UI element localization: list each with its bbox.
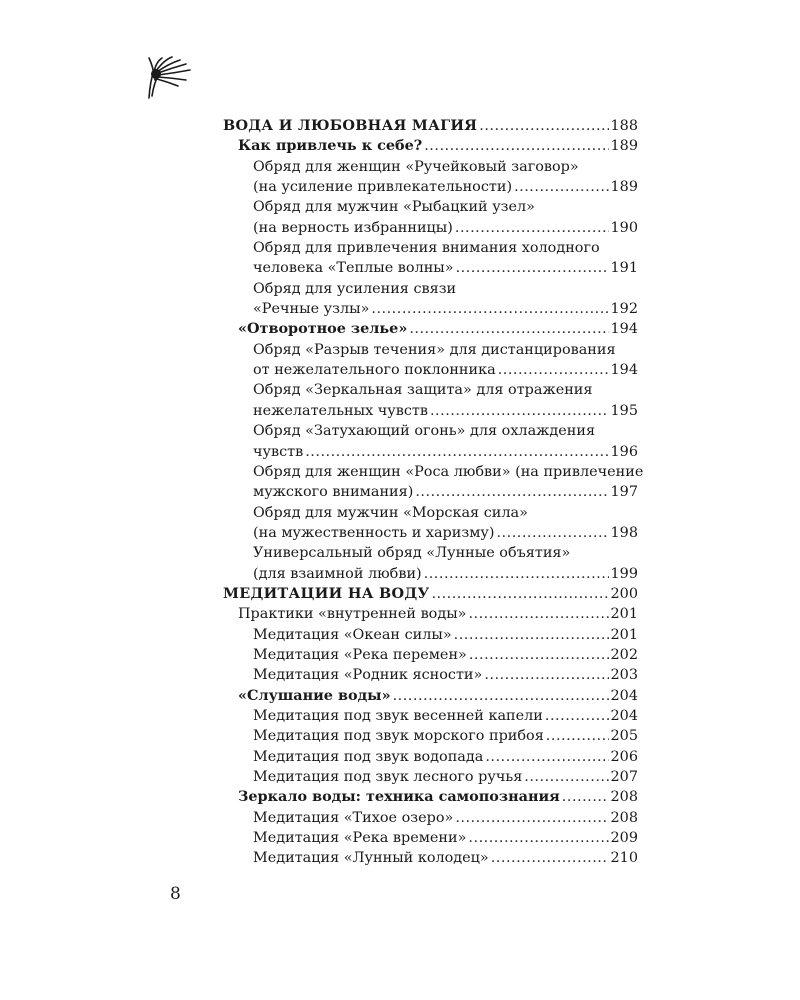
dot-leader <box>496 523 608 543</box>
toc-entry-page: 206 <box>610 748 638 765</box>
toc-entry-title: мужского внимания) <box>253 484 414 501</box>
toc-entry <box>223 604 638 624</box>
dot-leader <box>305 442 608 462</box>
toc-entry-title: Обряд для привлечения внимания холодного <box>253 240 600 257</box>
toc-entry-line <box>223 421 638 441</box>
toc-entry-page: 204 <box>610 687 638 704</box>
toc-entry-page: 210 <box>610 850 638 867</box>
table-of-contents <box>223 116 644 869</box>
dot-leader <box>415 482 608 502</box>
toc-entry-line <box>223 279 638 299</box>
toc-entry-title: Зеркало воды: техника самопознания <box>238 788 560 806</box>
toc-entry-title: Обряд для мужчин «Морская сила» <box>253 504 528 521</box>
toc-entry <box>223 787 638 807</box>
toc-entry-title: Медитация «Океан силы» <box>253 626 452 643</box>
toc-entry-title: ВОДА И ЛЮБОВНАЯ МАГИЯ <box>223 117 478 134</box>
dot-leader <box>393 686 609 706</box>
dot-leader <box>479 116 608 136</box>
toc-entry-title: Обряд «Зеркальная защита» для отражения <box>253 382 593 399</box>
toc-entry-title: «Отворотное зелье» <box>238 320 408 338</box>
dot-leader <box>371 299 608 319</box>
dot-leader <box>468 604 608 624</box>
toc-entry <box>223 767 638 787</box>
toc-entry <box>223 360 638 380</box>
toc-entry-title: (на мужественность и харизму) <box>253 524 495 541</box>
dot-leader <box>484 665 608 685</box>
toc-entry-title: Медитация «Река времени» <box>253 830 467 847</box>
dot-leader <box>498 360 609 380</box>
toc-entry-page: 209 <box>610 830 638 847</box>
toc-entry-page: 195 <box>610 402 638 419</box>
toc-entry-page: 203 <box>610 667 638 684</box>
toc-entry-line <box>223 238 638 258</box>
dot-leader <box>546 726 609 746</box>
toc-entry-page: 194 <box>610 321 638 338</box>
dot-leader <box>514 177 608 197</box>
toc-entry-page: 198 <box>610 524 638 541</box>
dot-leader <box>454 625 609 645</box>
toc-entry-page: 201 <box>610 626 638 643</box>
toc-entry-title: «Речные узлы» <box>253 301 370 318</box>
toc-entry-title: от нежелательного поклонника <box>253 362 496 379</box>
dot-leader <box>468 828 608 848</box>
toc-entry <box>223 116 638 136</box>
toc-entry-title: Медитация «Лунный колодец» <box>253 850 489 867</box>
toc-entry <box>223 299 638 319</box>
toc-entry-line <box>223 157 638 177</box>
dot-leader <box>455 218 609 238</box>
toc-entry <box>223 442 638 462</box>
toc-entry-title: Медитация «Родник ясности» <box>253 667 483 684</box>
toc-entry-title: МЕДИТАЦИИ НА ВОДУ <box>223 584 430 602</box>
toc-entry <box>223 625 638 645</box>
toc-entry <box>223 523 638 543</box>
toc-entry-title: нежелательных чувств <box>253 402 428 419</box>
toc-entry-title: чувств <box>253 443 304 460</box>
water-splash-icon <box>140 52 196 102</box>
toc-entry-page: 207 <box>610 769 638 785</box>
toc-entry <box>223 258 638 278</box>
dot-leader <box>456 258 609 278</box>
toc-entry <box>223 482 638 502</box>
dot-leader <box>424 564 609 584</box>
toc-entry <box>223 218 638 238</box>
toc-entry <box>223 747 638 767</box>
toc-entry-page: 189 <box>610 138 638 155</box>
dot-leader <box>491 848 609 868</box>
toc-entry-page: 188 <box>610 118 638 134</box>
toc-entry-title: (на верность избранницы) <box>253 219 453 236</box>
toc-entry-page: 204 <box>610 707 638 724</box>
toc-entry-line <box>223 543 638 563</box>
toc-entry-page: 201 <box>610 606 638 623</box>
toc-entry-title: Практики «внутренней воды» <box>238 606 467 623</box>
toc-entry-page: 208 <box>610 789 638 806</box>
toc-entry-title: человека «Теплые волны» <box>253 260 454 277</box>
toc-entry <box>223 726 638 746</box>
toc-entry-title: Обряд для мужчин «Рыбацкий узел» <box>253 199 535 216</box>
toc-entry-title: Медитация под звук весенней капели <box>253 707 543 724</box>
toc-entry <box>223 706 638 726</box>
dot-leader <box>562 787 609 807</box>
toc-entry-title: Медитация под звук лесного ручья <box>253 769 523 785</box>
toc-entry <box>223 584 638 604</box>
dot-leader <box>430 401 609 421</box>
toc-entry <box>223 136 638 156</box>
toc-entry <box>223 564 638 584</box>
toc-entry <box>223 665 638 685</box>
toc-entry-line <box>223 380 638 400</box>
page-number: 8 <box>170 884 181 904</box>
toc-entry-page: 205 <box>610 728 638 745</box>
toc-entry-line <box>223 462 644 482</box>
toc-entry-title: Универсальный обряд «Лунные объятия» <box>253 545 571 562</box>
toc-entry-title: Обряд для женщин «Ручейковый заговор» <box>253 158 579 175</box>
toc-entry-page: 194 <box>610 362 638 379</box>
toc-entry <box>223 828 638 848</box>
toc-entry-line <box>223 197 638 217</box>
dot-leader <box>431 584 608 604</box>
toc-entry-title: Медитация под звук морского прибоя <box>253 728 544 745</box>
toc-entry-page: 202 <box>610 646 638 663</box>
toc-entry-page: 199 <box>610 565 638 582</box>
toc-entry-title: Медитация «Тихое озеро» <box>253 809 454 826</box>
dot-leader <box>409 319 608 339</box>
toc-entry-page: 189 <box>610 179 638 196</box>
toc-entry-page: 200 <box>610 585 638 602</box>
toc-entry-page: 192 <box>610 301 638 318</box>
toc-entry-page: 191 <box>610 260 638 277</box>
toc-entry-page: 197 <box>610 484 638 501</box>
toc-entry-title: Как привлечь к себе? <box>238 137 423 155</box>
dot-leader <box>455 808 608 828</box>
toc-entry <box>223 645 638 665</box>
toc-entry-title: Обряд для усиления связи <box>253 280 457 297</box>
toc-entry-page: 196 <box>610 443 638 460</box>
dot-leader <box>485 747 608 767</box>
toc-entry <box>223 808 638 828</box>
toc-entry-title: Медитация под звук водопада <box>253 748 484 765</box>
dot-leader <box>524 767 608 787</box>
toc-entry <box>223 177 638 197</box>
toc-entry <box>223 848 638 868</box>
toc-entry-title: Обряд «Затухающий огонь» для охлаждения <box>253 423 596 440</box>
toc-entry-title: (для взаимной любви) <box>253 565 422 582</box>
toc-entry <box>223 686 638 706</box>
toc-entry-line <box>223 340 638 360</box>
toc-entry-page: 208 <box>610 809 638 826</box>
dot-leader <box>469 645 609 665</box>
toc-entry-title: (на усиление привлекательности) <box>253 179 513 196</box>
toc-entry-title: «Слушание воды» <box>238 686 391 704</box>
toc-entry-title: Медитация «Река перемен» <box>253 646 467 663</box>
toc-entry-page: 190 <box>610 219 638 236</box>
toc-entry-title: Обряд для женщин «Роса любви» (на привлечение <box>253 463 644 480</box>
toc-entry-title: Обряд «Разрыв течения» для дистанцирования <box>253 341 616 358</box>
dot-leader <box>424 136 608 156</box>
toc-entry <box>223 401 638 421</box>
toc-entry-line <box>223 503 638 523</box>
dot-leader <box>545 706 609 726</box>
toc-entry <box>223 319 638 339</box>
